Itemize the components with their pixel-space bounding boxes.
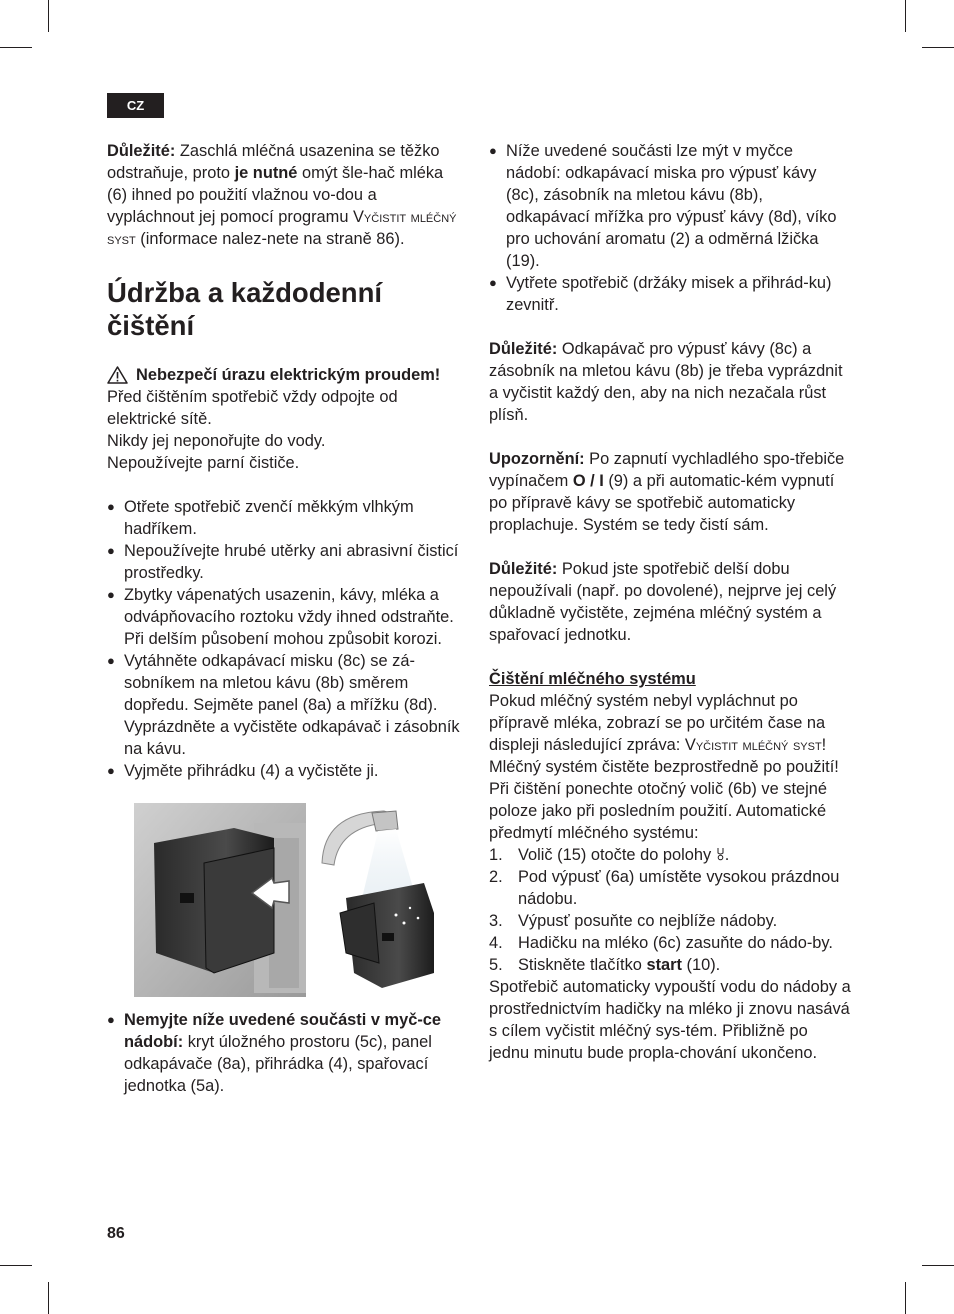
step-item bbox=[489, 844, 851, 866]
step-number: 2. bbox=[489, 868, 503, 886]
notice-text: Po zapnutí vychladlého spo-třebiče vypínačem bbox=[489, 450, 845, 490]
warning-line: Před čištěním spotřebič vždy odpojte od elektrické sítě. bbox=[107, 388, 398, 428]
notice-text: (9) a při automatic-kém vypnutí po přípravě kávy se spotřebič automaticky proplachuje. Systém se tedy čistí sám. bbox=[489, 472, 835, 534]
step-number: 5. bbox=[489, 956, 503, 974]
intro-text: omýt šle-hač mléka (6) ihned po použití vlažnou vo-dou a vypláchnout jej pomocí programu bbox=[107, 164, 444, 226]
drawer-illustration bbox=[134, 803, 434, 997]
list-item: ● Nepoužívejte hrubé utěrky ani abrasivní čisticí prostředky. bbox=[107, 540, 467, 584]
cleaning-list bbox=[107, 496, 467, 782]
important-text: Odkapávač pro výpusť kávy (8c) a zásobník na mletou kávu (8b) je třeba vyprázdnit a vyčistit každý den, aby na nich nezačala růst plísň. bbox=[489, 340, 843, 424]
section-heading: Údržba a každodenní čištění bbox=[107, 277, 383, 341]
step-item bbox=[489, 910, 851, 932]
step-number: 4. bbox=[489, 934, 503, 952]
crop-mark bbox=[0, 47, 32, 48]
step-text: (10). bbox=[681, 956, 721, 974]
step-item bbox=[489, 932, 851, 954]
list-item: ● Zbytky vápenatých usazenin, kávy, mléka a odvápňovacího roztoku vždy ihned odstraňte. Při delším působení mohou způsobit korozi. bbox=[107, 584, 467, 650]
list-item bbox=[107, 1009, 467, 1097]
milk-paragraph: Mléčný systém čistěte bezprostředně po použití! Při čištění ponechte otočný volič (6b) ve stejné poloze jako při posledním použití. Automatické předmytí mléčného systému: bbox=[489, 758, 839, 842]
right-column bbox=[489, 140, 851, 1064]
step-text: . bbox=[724, 846, 730, 864]
step-item bbox=[489, 866, 851, 910]
important-text: Pokud jste spotřebič delší dobu nepoužívali (např. po dovolené), nejprve jej celý důkladně vyčistěte, zejména mléčný systém a spařovací jednotku. bbox=[489, 560, 837, 644]
important-label: Důležité: bbox=[489, 340, 558, 358]
milk-paragraph bbox=[489, 690, 851, 756]
program-name: Vyčistit mléčný syst bbox=[107, 208, 457, 248]
important-label: Důležité: bbox=[489, 560, 558, 578]
step-number: 1. bbox=[489, 846, 503, 864]
page-number: 86 bbox=[107, 1225, 125, 1242]
notice-label: Upozornění: bbox=[489, 450, 585, 468]
crop-mark bbox=[905, 1282, 906, 1314]
milk-position-icon bbox=[716, 847, 725, 861]
step-item bbox=[489, 954, 851, 976]
steps-list bbox=[489, 844, 851, 976]
list-item: ● Níže uvedené součásti lze mýt v myčce nádobí: odkapávací miska pro výpusť kávy (8c), zásobník na mletou kávu (8b), odkapávací mřížka pro výpusť kávy (8d), víko pro uchování aromatu (2) a odměrná lžička (19). bbox=[489, 140, 851, 272]
cleaning-illustration bbox=[134, 803, 434, 997]
warning-block bbox=[107, 364, 467, 386]
step-text: Výpusť posuňte co nejblíže nádoby. bbox=[518, 912, 778, 930]
important-label: Důležité: bbox=[107, 142, 176, 160]
milk-text: Pokud mléčný systém nebyl vypláchnut po přípravě mléka, zobrazí se po určitém čase na displeji následující zpráva: bbox=[489, 692, 826, 754]
dishwasher-safe-list bbox=[489, 140, 851, 316]
crop-mark bbox=[0, 1265, 32, 1266]
crop-mark bbox=[922, 1265, 954, 1266]
subheading: Čištění mléčného systému bbox=[489, 670, 696, 688]
list-item: ● Vytřete spotřebič (držáky misek a přihrád-ku) zevnitř. bbox=[489, 272, 851, 316]
step-text: Hadičku na mléko (6c) zasuňte do nádo-by. bbox=[518, 934, 833, 952]
crop-mark bbox=[922, 47, 954, 48]
intro-paragraph bbox=[107, 140, 467, 250]
dishwasher-strong: Nemyjte níže uvedené součásti v myč-ce nádobí: bbox=[124, 1011, 442, 1051]
crop-mark bbox=[48, 0, 49, 32]
list-item: ● Vytáhněte odkapávací misku (8c) se zá-sobníkem na mletou kávu (8b) směrem dopředu. Sejměte panel (8a) a mřížku (8d). Vyprázdněte a vyčistěte odkapávač i zásobník na kávu. bbox=[107, 650, 467, 760]
switch-symbol: O / I bbox=[572, 472, 604, 490]
language-tab: CZ bbox=[107, 93, 164, 118]
intro-strong: je nutné bbox=[234, 164, 298, 182]
warning-line: Nikdy jej neponořujte do vody. bbox=[107, 432, 326, 450]
important-paragraph bbox=[489, 338, 851, 426]
left-column bbox=[107, 140, 467, 1097]
step-number: 3. bbox=[489, 912, 503, 930]
start-button-label: start bbox=[646, 956, 682, 974]
list-item: ● Vyjměte přihrádku (4) a vyčistěte ji. bbox=[107, 760, 467, 782]
crop-mark bbox=[905, 0, 906, 32]
notice-paragraph bbox=[489, 448, 851, 536]
warning-title: Nebezpečí úrazu elektrickým proudem! bbox=[136, 366, 441, 384]
list-item: ● Otřete spotřebič zvenčí měkkým vlhkým hadříkem. bbox=[107, 496, 467, 540]
step-text: Stiskněte tlačítko bbox=[518, 956, 647, 974]
crop-mark bbox=[48, 1282, 49, 1314]
step-text: Pod výpusť (6a) umístěte vysokou prázdnou nádobu. bbox=[518, 868, 840, 908]
dishwasher-text: kryt úložného prostoru (5c), panel odkapávače (8a), přihrádka (4), spařovací jednotka (5a). bbox=[124, 1033, 432, 1095]
display-message: Vyčistit mléčný syst! bbox=[684, 736, 827, 754]
important-paragraph bbox=[489, 558, 851, 646]
intro-text: (informace nalez-nete na straně 86). bbox=[135, 230, 405, 248]
dishwasher-warning-list bbox=[107, 1009, 467, 1097]
milk-paragraph: Spotřebič automaticky vypouští vodu do nádoby a prostřednictvím hadičky na mléko ji znovu nasává s cílem vyčistit mléčný sys-tém. Přibližně po jednu minutu bude propla-chování ukončeno. bbox=[489, 978, 851, 1062]
warning-line: Nepoužívejte parní čističe. bbox=[107, 454, 300, 472]
step-text: Volič (15) otočte do polohy bbox=[518, 846, 716, 864]
intro-text: Zaschlá mléčná usazenina se těžko odstraňuje, proto bbox=[107, 142, 440, 182]
warning-triangle-icon bbox=[107, 366, 128, 384]
